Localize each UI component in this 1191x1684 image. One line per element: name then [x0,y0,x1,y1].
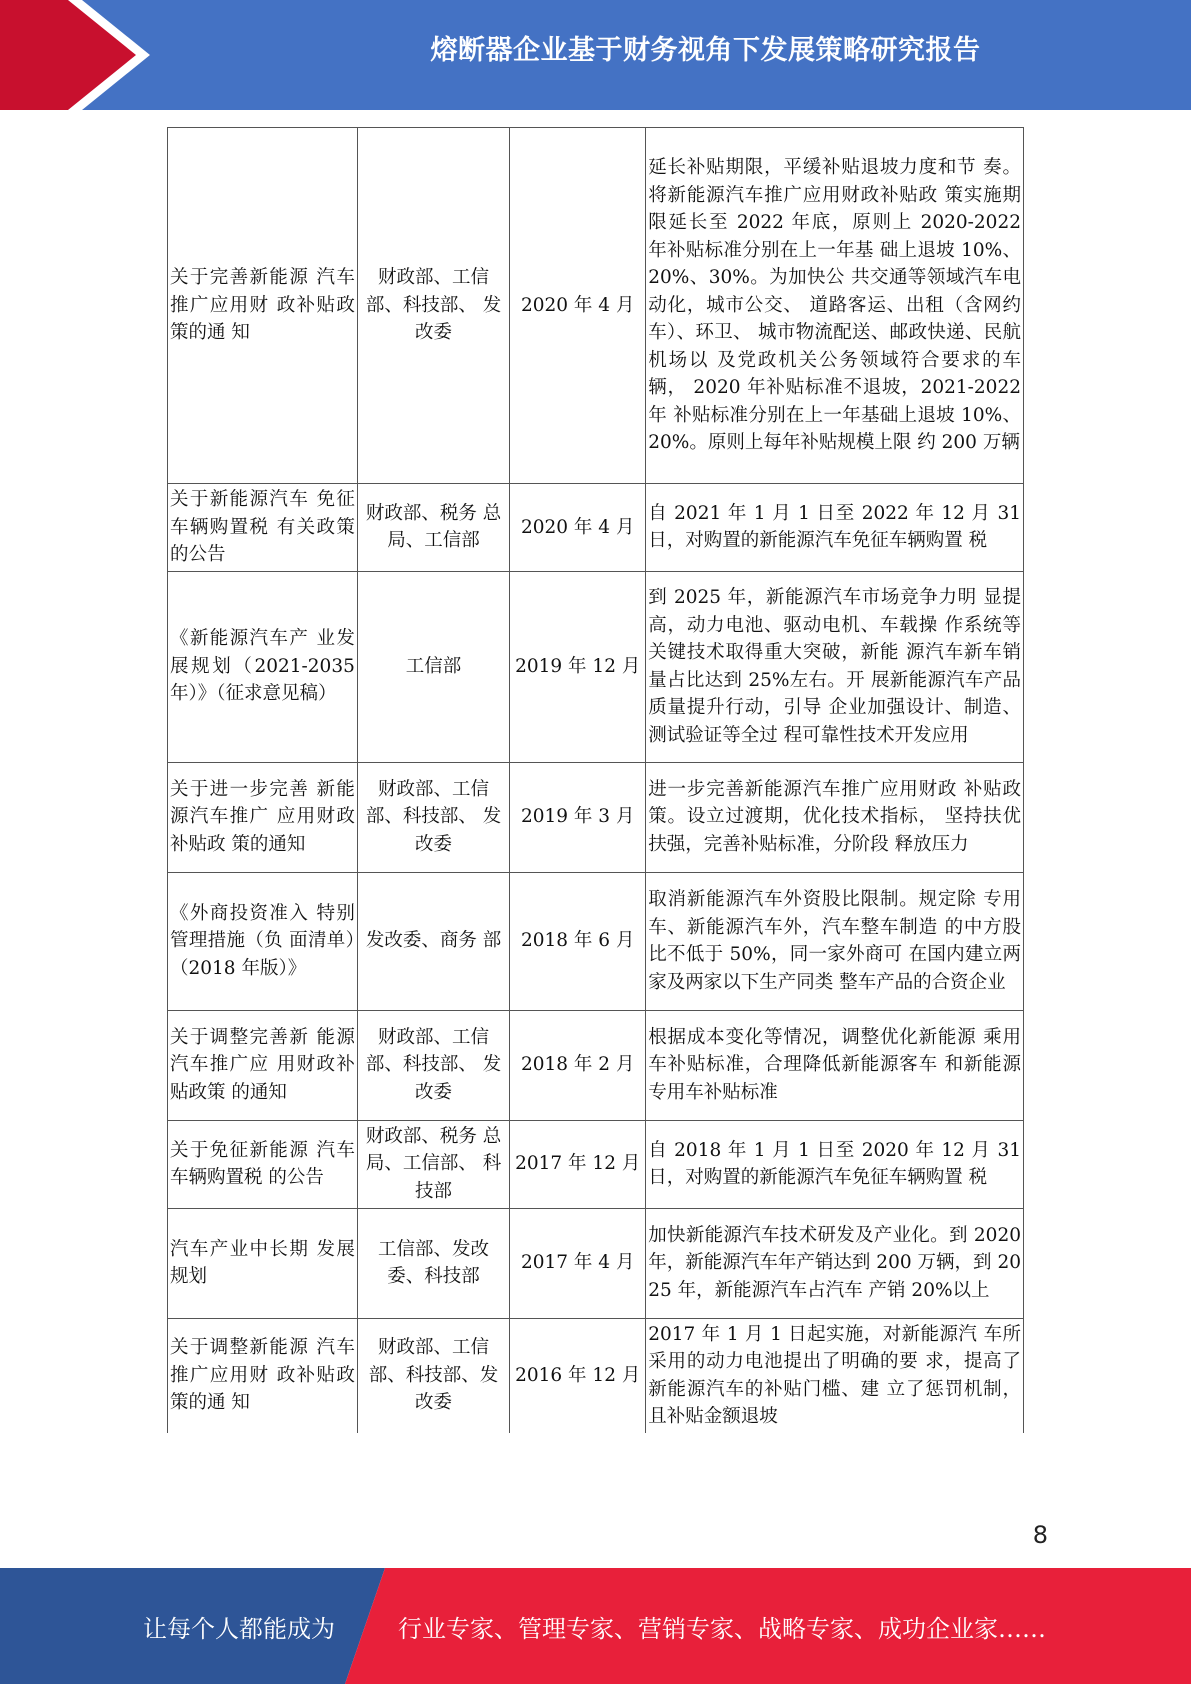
policy-table [167,127,1024,1433]
table-row [168,128,1024,484]
footer-slogan-right: 行业专家、管理专家、营销专家、战略专家、成功企业家…… [398,1615,1046,1643]
table-row [168,484,1024,572]
issue-date: 2016 年 12 月 [510,1318,646,1433]
page-number: 8 [1032,1521,1048,1549]
issue-date: 2017 年 4 月 [510,1208,646,1318]
issuing-department: 财政部、工信部、科技部、 发改委 [357,128,509,484]
document-title: 熔断器企业基于财务视角下发展策略研究报告 [430,35,981,66]
header-arrow-decoration [0,0,300,110]
policy-content: 取消新能源汽车外资股比限制。规定除 专用车、新能源汽车外，汽车整车制造 的中方股比不低于 50%，同一家外商可 在国内建立两家及两家以下生产同类 整车产品的合资企业 [646,872,1024,1010]
issue-date: 2020 年 4 月 [510,128,646,484]
policy-content: 自 2018 年 1 月 1 日至 2020 年 12 月 31 日，对购置的新能源汽车免征车辆购置 税 [646,1120,1024,1208]
table-row [168,872,1024,1010]
issuing-department: 财政部、税务 总局、工信部、 科技部 [357,1120,509,1208]
issue-date: 2017 年 12 月 [510,1120,646,1208]
policy-name: 关于进一步完善 新能源汽车推广 应用财政补贴政 策的通知 [168,762,358,872]
issue-date: 2018 年 2 月 [510,1010,646,1120]
policy-content: 根据成本变化等情况，调整优化新能源 乘用车补贴标准，合理降低新能源客车 和新能源专用车补贴标准 [646,1010,1024,1120]
policy-content: 延长补贴期限，平缓补贴退坡力度和节 奏。将新能源汽车推广应用财政补贴政 策实施期限延长至 2022 年底，原则上 2020-2022 年补贴标准分别在上一年基 础上退坡 10%、20%、30%。为加快公 共交通等领域汽车电动化，城市公交、 道路客运、出租（含网约车）、环卫、 城市物流配送、邮政快递、民航机场以 及党政机关公务领域符合要求的车辆， 2020 年补贴标准不退坡，2021-2022 年 补贴标准分别在上一年基础上退坡 10%、20%。原则上每年补贴规模上限 约 200 万辆 [646,128,1024,484]
policy-name: 关于免征新能源 汽车车辆购置税 的公告 [168,1120,358,1208]
policy-name: 关于新能源汽车 免征车辆购置税 有关政策的公告 [168,484,358,572]
table-row [168,1318,1024,1433]
page-header [0,0,1191,110]
policy-name: 关于调整完善新 能源汽车推广应 用财政补贴政策 的通知 [168,1010,358,1120]
page-footer [0,1568,1191,1684]
issuing-department: 财政部、税务 总局、工信部 [357,484,509,572]
table-row [168,1208,1024,1318]
issue-date: 2018 年 6 月 [510,872,646,1010]
issuing-department: 工信部、发改委、科技部 [357,1208,509,1318]
issuing-department: 发改委、商务 部 [357,872,509,1010]
table-row [168,571,1024,762]
issuing-department: 工信部 [357,571,509,762]
policy-name: 《外商投资准入 特别管理措施（负 面清单）（2018 年版）》 [168,872,358,1010]
issue-date: 2020 年 4 月 [510,484,646,572]
policy-name: 关于完善新能源 汽车推广应用财 政补贴政策的通 知 [168,128,358,484]
issue-date: 2019 年 3 月 [510,762,646,872]
policy-name: 《新能源汽车产 业发展规划（2021-2035 年）》（征求意见稿） [168,571,358,762]
policy-name: 关于调整新能源 汽车推广应用财 政补贴政策的通 知 [168,1318,358,1433]
issuing-department: 财政部、工信部、科技部、 发改委 [357,1010,509,1120]
policy-content: 自 2021 年 1 月 1 日至 2022 年 12 月 31 日，对购置的新能源汽车免征车辆购置 税 [646,484,1024,572]
issuing-department: 财政部、工信部、科技部、发改委 [357,1318,509,1433]
table-row [168,1010,1024,1120]
policy-content: 2017 年 1 月 1 日起实施，对新能源汽 车所采用的动力电池提出了明确的要 求，提高了新能源汽车的补贴门槛、建 立了惩罚机制，且补贴金额退坡 [646,1318,1024,1433]
table-row [168,762,1024,872]
policy-content: 进一步完善新能源汽车推广应用财政 补贴政策。设立过渡期，优化技术指标， 坚持扶优扶强，完善补贴标准，分阶段 释放压力 [646,762,1024,872]
policy-content: 到 2025 年，新能源汽车市场竞争力明 显提高，动力电池、驱动电机、车载操 作系统等关键技术取得重大突破，新能 源汽车新车销量占比达到 25%左右。开 展新能源汽车产品质量提升行动，引导 企业加强设计、制造、测试验证等全过 程可靠性技术开发应用 [646,571,1024,762]
issuing-department: 财政部、工信部、科技部、 发改委 [357,762,509,872]
issue-date: 2019 年 12 月 [510,571,646,762]
policy-content: 加快新能源汽车技术研发及产业化。到 2020 年，新能源汽车年产销达到 200 万辆，到 2025 年，新能源汽车占汽车 产销 20%以上 [646,1208,1024,1318]
table-row [168,1120,1024,1208]
footer-slogan-left: 让每个人都能成为 [143,1615,335,1643]
policy-name: 汽车产业中长期 发展规划 [168,1208,358,1318]
